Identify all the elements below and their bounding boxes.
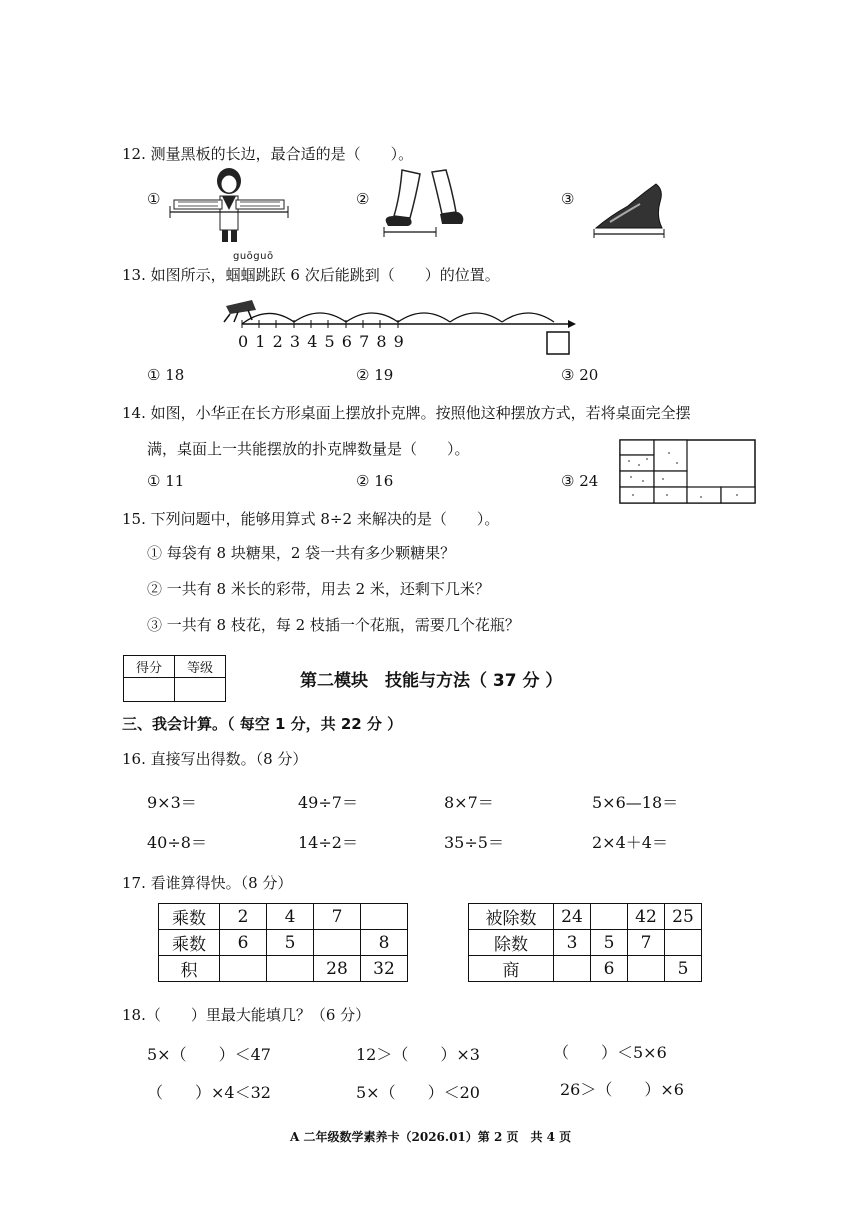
table-cell: 6 [591, 956, 628, 982]
grade-label: 等级 [175, 656, 226, 678]
nl-label: 1 [255, 332, 266, 351]
q16-expr: 2×4＋4＝ [592, 833, 668, 852]
q18-inequality: 5×（ ）＜20 [356, 1083, 480, 1102]
nl-label: 8 [376, 332, 387, 351]
q13-option-1: ① 18 [147, 366, 185, 384]
q12-option-2-label: ② [356, 190, 370, 208]
q16-expr: 40÷8＝ [147, 833, 207, 852]
table-cell: 28 [314, 956, 361, 982]
q16-expr: 35÷5＝ [444, 833, 504, 852]
table-cell: 被除数 [469, 904, 554, 930]
nl-label: 6 [341, 332, 352, 351]
hand-span-illustration [590, 176, 670, 238]
table-cell: 5 [591, 930, 628, 956]
q18-inequality: 26＞（ ）×6 [560, 1080, 684, 1099]
answer-cell[interactable] [628, 956, 665, 982]
question-14-line2: 满，桌面上一共能摆放的扑克牌数量是（ ）。 [147, 440, 470, 458]
card-table-diagram [619, 439, 757, 505]
table-cell: 24 [554, 904, 591, 930]
question-14-line1: 14. 如图，小华正在长方形桌面上摆放扑克牌。按照他这种摆放方式，若将桌面完全摆 [122, 404, 691, 422]
q13-option-3: ③ 20 [561, 366, 599, 384]
q15-option-1: ① 每袋有 8 块糖果，2 袋一共有多少颗糖果？ [147, 544, 456, 562]
table-cell: 25 [665, 904, 702, 930]
table-cell: 2 [220, 904, 267, 930]
grade-cell[interactable] [175, 678, 226, 702]
q14-option-2: ② 16 [356, 472, 394, 490]
answer-cell[interactable] [267, 956, 314, 982]
q12-option-1-label: ① [147, 190, 161, 208]
answer-cell[interactable] [554, 956, 591, 982]
nl-label: 2 [272, 332, 283, 351]
answer-cell[interactable] [591, 904, 628, 930]
arm-span-illustration [168, 166, 290, 244]
question-12-text: 12. 测量黑板的长边，最合适的是（ ）。 [122, 145, 414, 163]
table-cell: 5 [665, 956, 702, 982]
q15-option-2: ② 一共有 8 米长的彩带，用去 2 米，还剩下几米？ [147, 580, 490, 598]
table-cell: 乘数 [159, 904, 220, 930]
q14-option-1: ① 11 [147, 472, 185, 490]
nl-label: 5 [324, 332, 335, 351]
table-cell: 商 [469, 956, 554, 982]
table-cell: 7 [628, 930, 665, 956]
footstep-illustration [380, 166, 466, 238]
q18-inequality: （ ）＜5×6 [553, 1043, 667, 1062]
table-cell: 3 [554, 930, 591, 956]
table-cell: 32 [361, 956, 408, 982]
score-box [123, 655, 226, 702]
score-label: 得分 [124, 656, 175, 678]
answer-cell[interactable] [314, 930, 361, 956]
number-line-labels [238, 332, 411, 351]
q16-expr: 8×7＝ [444, 793, 494, 812]
question-15-text: 15. 下列问题中，能够用算式 8÷2 来解决的是（ ）。 [122, 510, 500, 528]
q12-option-3-label: ③ [561, 190, 575, 208]
table-cell: 除数 [469, 930, 554, 956]
q18-inequality: （ ）×4＜32 [147, 1083, 271, 1102]
q16-expr: 14÷2＝ [298, 833, 358, 852]
nl-label: 7 [359, 332, 370, 351]
table-cell: 6 [220, 930, 267, 956]
q15-option-3: ③ 一共有 8 枝花，每 2 枝插一个花瓶，需要几个花瓶？ [147, 616, 520, 634]
multiplication-table [158, 903, 408, 982]
nl-label: 3 [289, 332, 301, 351]
nl-label: 0 [238, 332, 249, 351]
nl-label: 4 [307, 332, 318, 351]
answer-cell[interactable] [220, 956, 267, 982]
q13-option-2: ② 19 [356, 366, 394, 384]
q16-expr: 5×6—18＝ [592, 793, 679, 812]
q16-expr: 9×3＝ [147, 793, 197, 812]
module-title: 第二模块 技能与方法（ 37 分 ） [300, 671, 563, 691]
question-13-text: 13. 如图所示，蝈蝈跳跃 6 次后能跳到（ ）的位置。 [122, 266, 500, 284]
score-cell[interactable] [124, 678, 175, 702]
answer-box [547, 332, 569, 354]
question-16-title: 16. 直接写出得数。（8 分） [122, 750, 308, 768]
q18-inequality: 5×（ ）＜47 [147, 1045, 271, 1064]
q18-inequality: 12＞（ ）×3 [356, 1045, 480, 1064]
table-cell: 7 [314, 904, 361, 930]
page-footer: A 二年级数学素养卡（2026.01）第 2 页 共 4 页 [290, 1130, 572, 1144]
q16-expr: 49÷7＝ [298, 793, 358, 812]
q13-pinyin: guōguō [233, 251, 274, 262]
table-cell: 5 [267, 930, 314, 956]
answer-cell[interactable] [361, 904, 408, 930]
table-cell: 乘数 [159, 930, 220, 956]
question-17-title: 17. 看谁算得快。（8 分） [122, 874, 293, 892]
table-cell: 42 [628, 904, 665, 930]
nl-label: 9 [393, 332, 404, 351]
q14-option-3: ③ 24 [561, 472, 599, 490]
answer-cell[interactable] [665, 930, 702, 956]
table-cell: 积 [159, 956, 220, 982]
table-cell: 8 [361, 930, 408, 956]
table-cell: 4 [267, 904, 314, 930]
section-3-heading: 三、我会计算。（ 每空 1 分，共 22 分 ） [122, 715, 403, 733]
question-18-title: 18.（ ）里最大能填几？（6 分） [122, 1006, 371, 1024]
division-table [468, 903, 702, 982]
